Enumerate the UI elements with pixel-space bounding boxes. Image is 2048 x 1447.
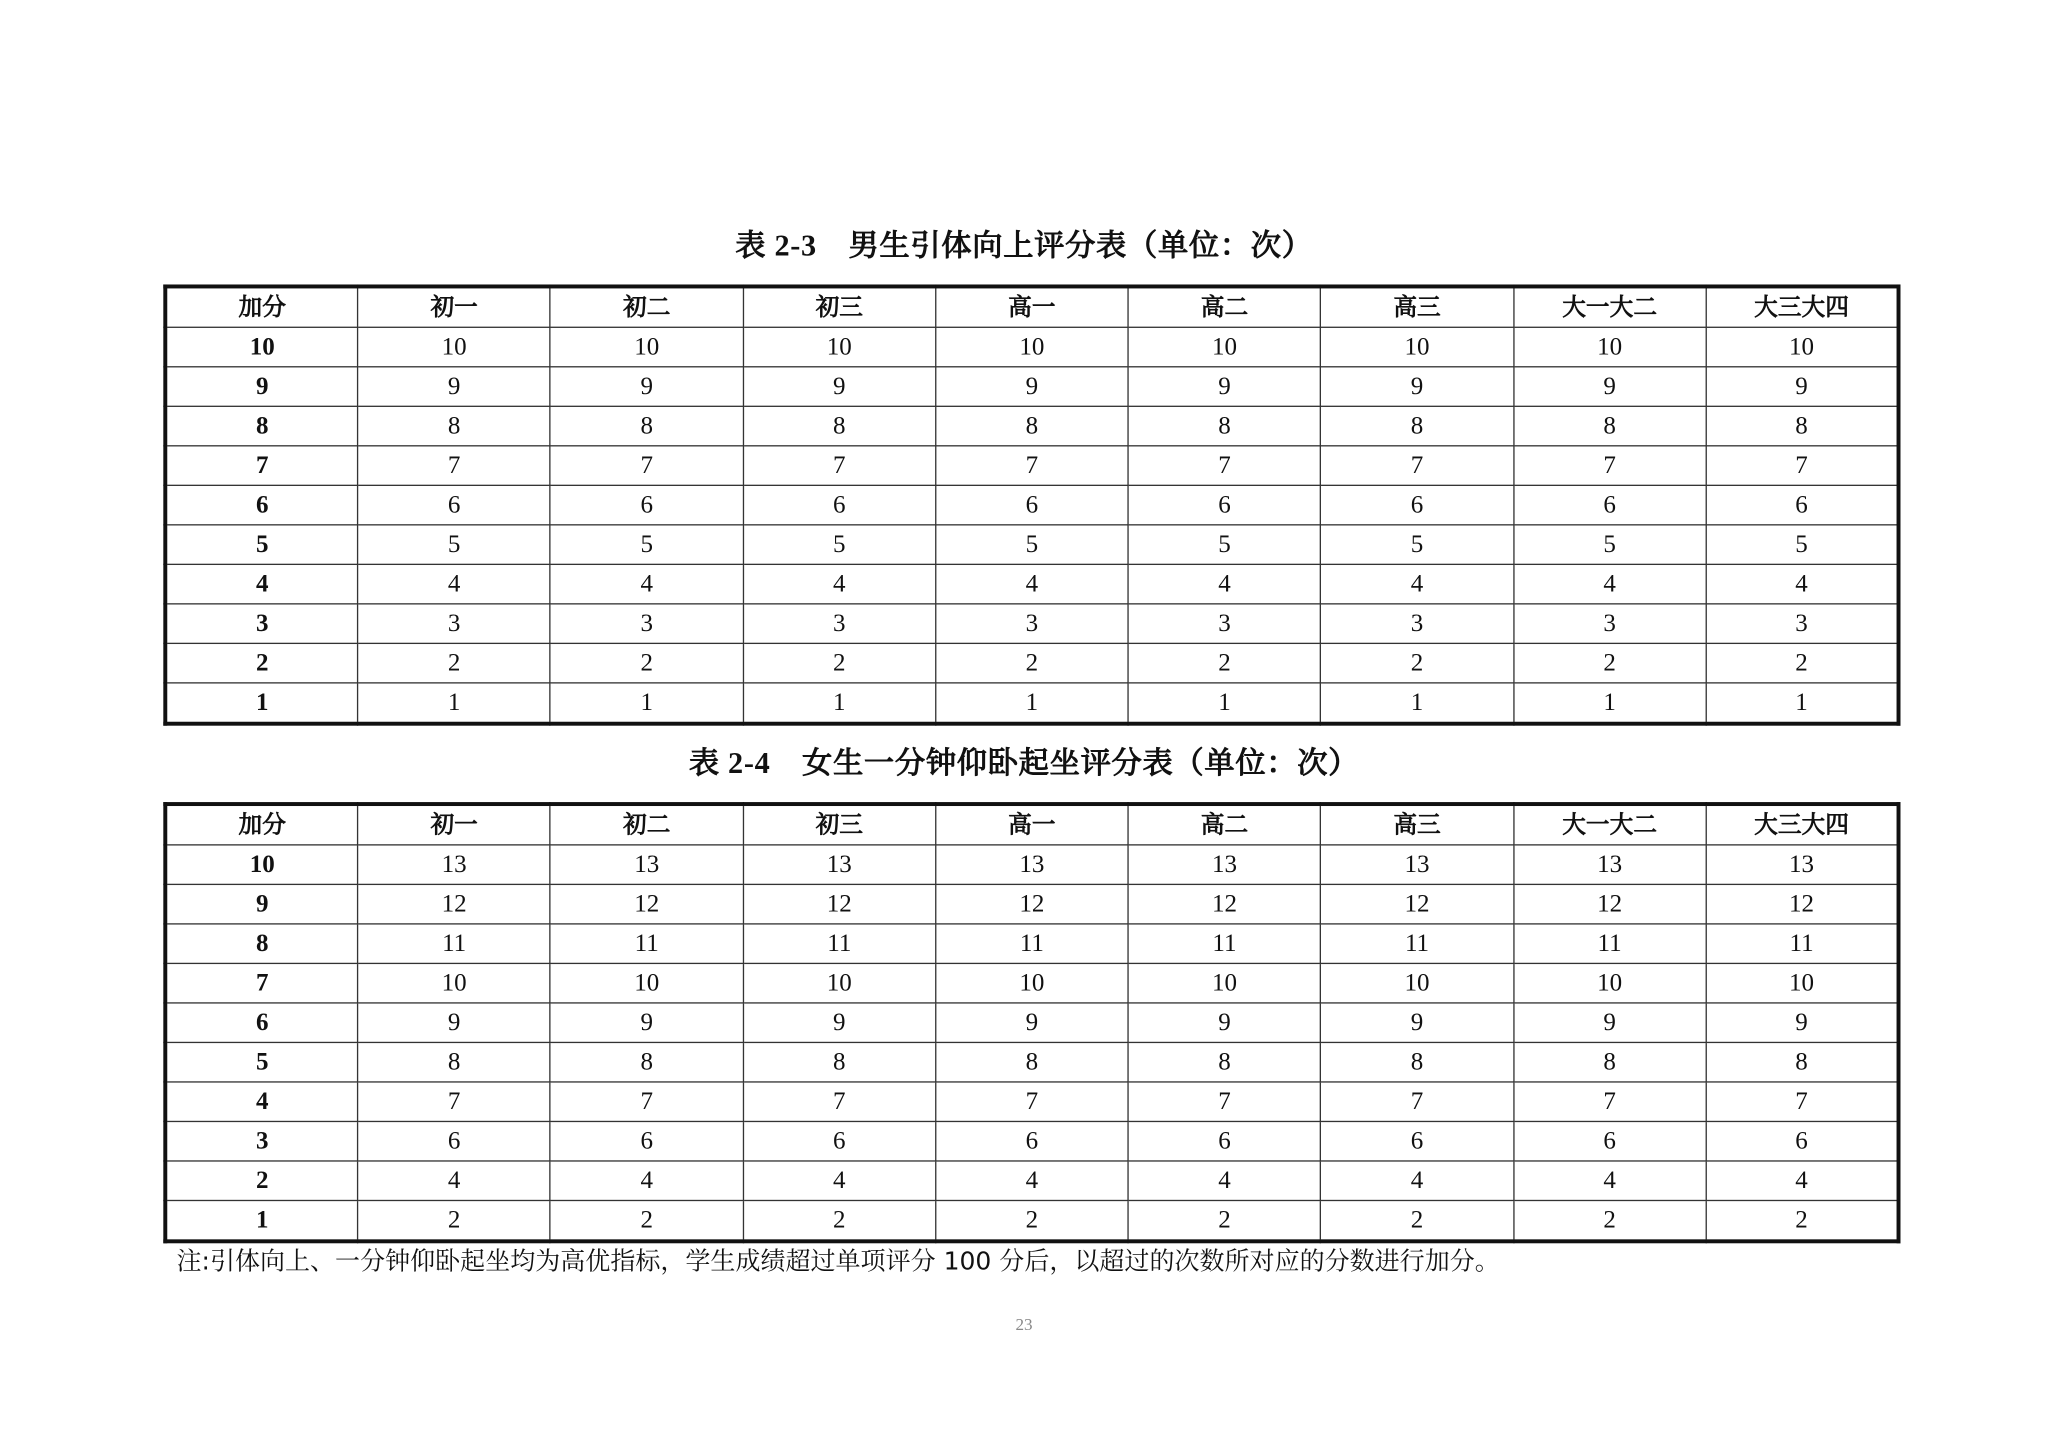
- count-cell: 8: [1321, 1042, 1514, 1082]
- count-cell: 8: [936, 406, 1129, 446]
- bonus-cell: 7: [165, 963, 358, 1003]
- table-row: [165, 1200, 1898, 1241]
- count-cell: 3: [1321, 604, 1514, 644]
- count-cell: 6: [550, 485, 743, 525]
- count-cell: 9: [1706, 1003, 1899, 1043]
- count-cell: 2: [1128, 1200, 1321, 1241]
- count-cell: 11: [743, 924, 936, 964]
- table-row: [165, 1042, 1898, 1082]
- count-cell: 6: [1128, 1121, 1321, 1161]
- count-cell: 4: [550, 1161, 743, 1201]
- count-cell: 1: [1128, 683, 1321, 724]
- bonus-cell: 2: [165, 1161, 358, 1201]
- table-row: [165, 963, 1898, 1003]
- table-row: [165, 406, 1898, 446]
- count-cell: 2: [1128, 643, 1321, 683]
- table-row: [165, 643, 1898, 683]
- count-cell: 9: [1321, 1003, 1514, 1043]
- count-cell: 8: [743, 406, 936, 446]
- column-header-grade: 初三: [743, 286, 936, 327]
- count-cell: 6: [936, 485, 1129, 525]
- table-row: [165, 327, 1898, 367]
- count-cell: 12: [936, 884, 1129, 924]
- count-cell: 6: [1706, 485, 1899, 525]
- column-header-grade: 高二: [1128, 286, 1321, 327]
- count-cell: 1: [1321, 683, 1514, 724]
- count-cell: 6: [1706, 1121, 1899, 1161]
- sit-up-score-table: [163, 802, 1900, 1243]
- count-cell: 7: [1128, 1082, 1321, 1122]
- count-cell: 7: [358, 1082, 551, 1122]
- column-header-grade: 大一大二: [1513, 804, 1706, 845]
- count-cell: 5: [1706, 525, 1899, 565]
- bonus-cell: 6: [165, 485, 358, 525]
- count-cell: 7: [1321, 446, 1514, 486]
- count-cell: 12: [550, 884, 743, 924]
- count-cell: 13: [550, 845, 743, 885]
- count-cell: 3: [1128, 604, 1321, 644]
- count-cell: 8: [358, 1042, 551, 1082]
- count-cell: 8: [358, 406, 551, 446]
- count-cell: 6: [1513, 485, 1706, 525]
- column-header-grade: 大一大二: [1513, 286, 1706, 327]
- count-cell: 9: [1513, 1003, 1706, 1043]
- count-cell: 2: [1321, 643, 1514, 683]
- table-row: [165, 1161, 1898, 1201]
- count-cell: 8: [1128, 406, 1321, 446]
- count-cell: 6: [358, 1121, 551, 1161]
- bonus-cell: 1: [165, 1200, 358, 1241]
- count-cell: 9: [358, 367, 551, 407]
- count-cell: 6: [1321, 485, 1514, 525]
- count-cell: 11: [1513, 924, 1706, 964]
- count-cell: 10: [936, 327, 1129, 367]
- count-cell: 6: [550, 1121, 743, 1161]
- count-cell: 2: [743, 643, 936, 683]
- count-cell: 3: [358, 604, 551, 644]
- count-cell: 1: [550, 683, 743, 724]
- count-cell: 2: [743, 1200, 936, 1241]
- count-cell: 9: [358, 1003, 551, 1043]
- table-row: [165, 485, 1898, 525]
- count-cell: 10: [358, 327, 551, 367]
- count-cell: 10: [1321, 963, 1514, 1003]
- count-cell: 4: [936, 1161, 1129, 1201]
- count-cell: 8: [1706, 406, 1899, 446]
- count-cell: 9: [936, 1003, 1129, 1043]
- count-cell: 8: [550, 1042, 743, 1082]
- count-cell: 3: [1513, 604, 1706, 644]
- count-cell: 2: [1513, 643, 1706, 683]
- count-cell: 6: [743, 1121, 936, 1161]
- count-cell: 6: [743, 485, 936, 525]
- table-row: [165, 924, 1898, 964]
- count-cell: 4: [358, 564, 551, 604]
- column-header-grade: 大三大四: [1706, 286, 1899, 327]
- column-header-grade: 高三: [1321, 286, 1514, 327]
- count-cell: 10: [1706, 963, 1899, 1003]
- count-cell: 1: [1706, 683, 1899, 724]
- column-header-grade: 高三: [1321, 804, 1514, 845]
- count-cell: 4: [1513, 564, 1706, 604]
- table-row: [165, 1003, 1898, 1043]
- bonus-cell: 5: [165, 1042, 358, 1082]
- count-cell: 1: [1513, 683, 1706, 724]
- column-header-grade: 初二: [550, 286, 743, 327]
- count-cell: 2: [1706, 1200, 1899, 1241]
- count-cell: 12: [1706, 884, 1899, 924]
- count-cell: 7: [936, 446, 1129, 486]
- count-cell: 4: [936, 564, 1129, 604]
- count-cell: 7: [936, 1082, 1129, 1122]
- count-cell: 9: [550, 367, 743, 407]
- count-cell: 7: [1513, 1082, 1706, 1122]
- pull-up-score-table: [163, 284, 1900, 725]
- table-2-3-title: [0, 227, 2048, 267]
- count-cell: 8: [1513, 406, 1706, 446]
- count-cell: 7: [1706, 1082, 1899, 1122]
- count-cell: 12: [1321, 884, 1514, 924]
- column-header-grade: 初二: [550, 804, 743, 845]
- count-cell: 11: [550, 924, 743, 964]
- count-cell: 7: [1321, 1082, 1514, 1122]
- column-header-grade: 大三大四: [1706, 804, 1899, 845]
- count-cell: 4: [743, 1161, 936, 1201]
- count-cell: 10: [1706, 327, 1899, 367]
- bonus-cell: 10: [165, 327, 358, 367]
- count-cell: 10: [1513, 963, 1706, 1003]
- table-row: [165, 845, 1898, 885]
- count-cell: 2: [936, 1200, 1129, 1241]
- count-cell: 13: [1321, 845, 1514, 885]
- count-cell: 7: [1706, 446, 1899, 486]
- column-header-grade: 高二: [1128, 804, 1321, 845]
- count-cell: 11: [1128, 924, 1321, 964]
- count-cell: 9: [550, 1003, 743, 1043]
- count-cell: 7: [358, 446, 551, 486]
- count-cell: 4: [1128, 564, 1321, 604]
- count-cell: 7: [1513, 446, 1706, 486]
- count-cell: 2: [1321, 1200, 1514, 1241]
- bonus-cell: 8: [165, 406, 358, 446]
- count-cell: 7: [1128, 446, 1321, 486]
- count-cell: 7: [743, 446, 936, 486]
- table-caption: 男生引体向上评分表（单位：次）: [848, 229, 1313, 264]
- count-cell: 9: [1513, 367, 1706, 407]
- count-cell: 1: [358, 683, 551, 724]
- column-header-grade: 初一: [358, 286, 551, 327]
- count-cell: 12: [743, 884, 936, 924]
- bonus-cell: 3: [165, 604, 358, 644]
- count-cell: 9: [1128, 1003, 1321, 1043]
- table-row: [165, 525, 1898, 565]
- table-label: 表 2-4: [688, 746, 771, 780]
- count-cell: 1: [743, 683, 936, 724]
- table-row: [165, 884, 1898, 924]
- count-cell: 12: [358, 884, 551, 924]
- bonus-cell: 4: [165, 564, 358, 604]
- count-cell: 6: [1128, 485, 1321, 525]
- count-cell: 7: [743, 1082, 936, 1122]
- count-cell: 6: [1513, 1121, 1706, 1161]
- count-cell: 5: [550, 525, 743, 565]
- count-cell: 10: [1128, 963, 1321, 1003]
- count-cell: 2: [550, 643, 743, 683]
- count-cell: 13: [358, 845, 551, 885]
- count-cell: 12: [1128, 884, 1321, 924]
- header-row: [165, 286, 1898, 327]
- count-cell: 7: [550, 446, 743, 486]
- count-cell: 9: [1321, 367, 1514, 407]
- table-row: [165, 367, 1898, 407]
- count-cell: 10: [1128, 327, 1321, 367]
- bonus-cell: 8: [165, 924, 358, 964]
- count-cell: 4: [1706, 564, 1899, 604]
- bonus-cell: 6: [165, 1003, 358, 1043]
- count-cell: 10: [1321, 327, 1514, 367]
- count-cell: 9: [1128, 367, 1321, 407]
- table-row: [165, 683, 1898, 724]
- count-cell: 2: [1513, 1200, 1706, 1241]
- table-row: [165, 1121, 1898, 1161]
- count-cell: 12: [1513, 884, 1706, 924]
- bonus-cell: 7: [165, 446, 358, 486]
- count-cell: 10: [1513, 327, 1706, 367]
- count-cell: 13: [743, 845, 936, 885]
- count-cell: 6: [1321, 1121, 1514, 1161]
- count-cell: 4: [358, 1161, 551, 1201]
- count-cell: 8: [1321, 406, 1514, 446]
- count-cell: 11: [936, 924, 1129, 964]
- count-cell: 4: [550, 564, 743, 604]
- count-cell: 10: [550, 327, 743, 367]
- count-cell: 13: [1706, 845, 1899, 885]
- count-cell: 5: [936, 525, 1129, 565]
- page-number: 23: [1015, 1314, 1033, 1335]
- count-cell: 11: [358, 924, 551, 964]
- header-row: [165, 804, 1898, 845]
- column-header-grade: 高一: [936, 804, 1129, 845]
- count-cell: 2: [1706, 643, 1899, 683]
- count-cell: 10: [743, 963, 936, 1003]
- table-row: [165, 446, 1898, 486]
- table-label: 表 2-3: [735, 229, 817, 263]
- count-cell: 2: [550, 1200, 743, 1241]
- count-cell: 4: [743, 564, 936, 604]
- count-cell: 10: [936, 963, 1129, 1003]
- table-row: [165, 1082, 1898, 1122]
- count-cell: 6: [936, 1121, 1129, 1161]
- count-cell: 3: [550, 604, 743, 644]
- column-header-grade: 初一: [358, 804, 551, 845]
- count-cell: 9: [936, 367, 1129, 407]
- count-cell: 9: [1706, 367, 1899, 407]
- count-cell: 2: [358, 1200, 551, 1241]
- column-header-bonus: 加分: [165, 804, 358, 845]
- count-cell: 11: [1321, 924, 1514, 964]
- count-cell: 4: [1513, 1161, 1706, 1201]
- count-cell: 8: [936, 1042, 1129, 1082]
- count-cell: 9: [743, 1003, 936, 1043]
- count-cell: 5: [1321, 525, 1514, 565]
- table-caption: 女生一分钟仰卧起坐评分表（单位：次）: [802, 746, 1360, 782]
- table-row: [165, 564, 1898, 604]
- count-cell: 8: [1706, 1042, 1899, 1082]
- column-header-grade: 高一: [936, 286, 1129, 327]
- count-cell: 10: [743, 327, 936, 367]
- count-cell: 8: [743, 1042, 936, 1082]
- count-cell: 3: [1706, 604, 1899, 644]
- count-cell: 1: [936, 683, 1129, 724]
- count-cell: 5: [743, 525, 936, 565]
- table-row: [165, 604, 1898, 644]
- count-cell: 2: [936, 643, 1129, 683]
- count-cell: 11: [1706, 924, 1899, 964]
- count-cell: 9: [743, 367, 936, 407]
- footnote: 注:引体向上、一分钟仰卧起坐均为高优指标，学生成绩超过单项评分 100 分后，以超过的次数所对应的分数进行加分。: [176, 1247, 1500, 1277]
- count-cell: 5: [1513, 525, 1706, 565]
- bonus-cell: 1: [165, 683, 358, 724]
- count-cell: 3: [743, 604, 936, 644]
- bonus-cell: 4: [165, 1082, 358, 1122]
- count-cell: 8: [1513, 1042, 1706, 1082]
- count-cell: 10: [358, 963, 551, 1003]
- count-cell: 3: [936, 604, 1129, 644]
- bonus-cell: 9: [165, 884, 358, 924]
- count-cell: 2: [358, 643, 551, 683]
- count-cell: 8: [1128, 1042, 1321, 1082]
- table-2-4-title: [0, 744, 2048, 784]
- count-cell: 8: [550, 406, 743, 446]
- count-cell: 4: [1321, 1161, 1514, 1201]
- count-cell: 13: [936, 845, 1129, 885]
- count-cell: 4: [1321, 564, 1514, 604]
- bonus-cell: 9: [165, 367, 358, 407]
- count-cell: 5: [1128, 525, 1321, 565]
- bonus-cell: 10: [165, 845, 358, 885]
- count-cell: 13: [1513, 845, 1706, 885]
- column-header-grade: 初三: [743, 804, 936, 845]
- count-cell: 10: [550, 963, 743, 1003]
- bonus-cell: 3: [165, 1121, 358, 1161]
- count-cell: 6: [358, 485, 551, 525]
- count-cell: 4: [1128, 1161, 1321, 1201]
- count-cell: 4: [1706, 1161, 1899, 1201]
- bonus-cell: 5: [165, 525, 358, 565]
- column-header-bonus: 加分: [165, 286, 358, 327]
- count-cell: 13: [1128, 845, 1321, 885]
- bonus-cell: 2: [165, 643, 358, 683]
- count-cell: 7: [550, 1082, 743, 1122]
- count-cell: 5: [358, 525, 551, 565]
